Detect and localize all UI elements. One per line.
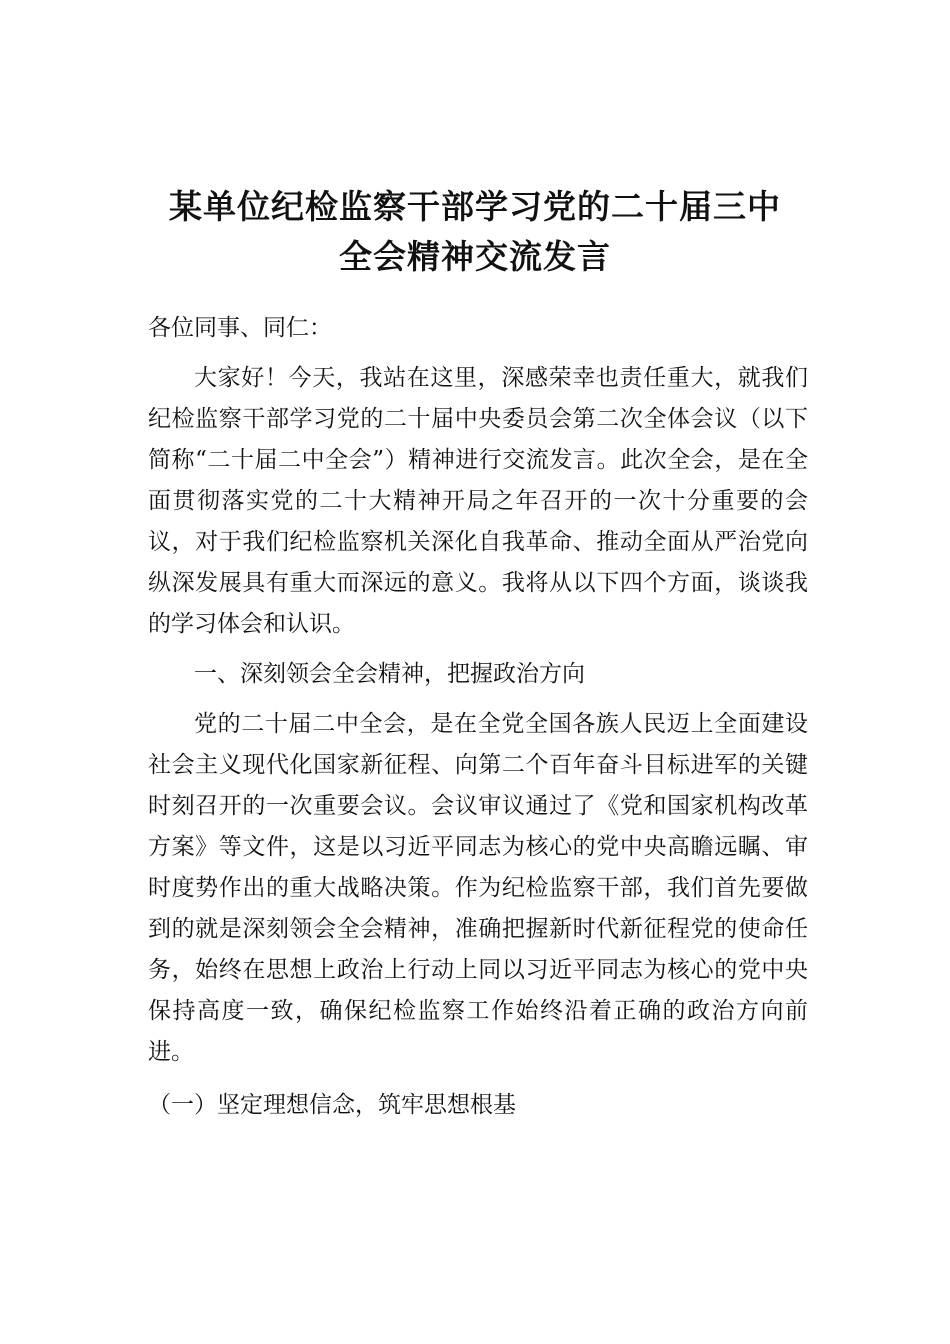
paragraph-opening: 大家好！今天，我站在这里，深感荣幸也责任重大，就我们纪检监察干部学习党的二十届中央委员会第二次全体会议（以下简称“二十届二中全会”）精神进行交流发言。此次全会，是在全面贯彻落实党的二十大精神开局之年召开的一次十分重要的会议，对于我们纪检监察机关深化自我革命、推动全面从严治党向纵深发展具有重大而深远的意义。我将从以下四个方面，谈谈我的学习体会和认识。 bbox=[148, 365, 808, 637]
title-line-1: 某单位纪检监察干部学习党的二十届三中 bbox=[169, 187, 781, 227]
title-line-2: 全会精神交流发言 bbox=[339, 237, 611, 277]
section-heading-1: 一、深刻领会全会精神，把握政治方向 bbox=[194, 661, 585, 687]
subsection-heading-1: （一）坚定理想信念，筑牢思想根基 bbox=[148, 1092, 516, 1118]
salutation: 各位同事、同仁： bbox=[148, 315, 332, 341]
paragraph-section-1: 党的二十届二中全会，是在全党全国各族人民迈上全面建设社会主义现代化国家新征程、向第二个百年奋斗目标进军的关键时刻召开的一次重要会议。会议审议通过了《党和国家机构改革方案》等文件，这是以习近平同志为核心的党中央高瞻远瞩、审时度势作出的重大战略决策。作为纪检监察干部，我们首先要做到的就是深刻领会全会精神，准确把握新时代新征程党的使命任务，始终在思想上政治上行动上同以习近平同志为核心的党中央保持高度一致，确保纪检监察工作始终沿着正确的政治方向前进。 bbox=[148, 711, 808, 1065]
document-body bbox=[148, 308, 808, 1126]
document-title bbox=[0, 182, 950, 282]
